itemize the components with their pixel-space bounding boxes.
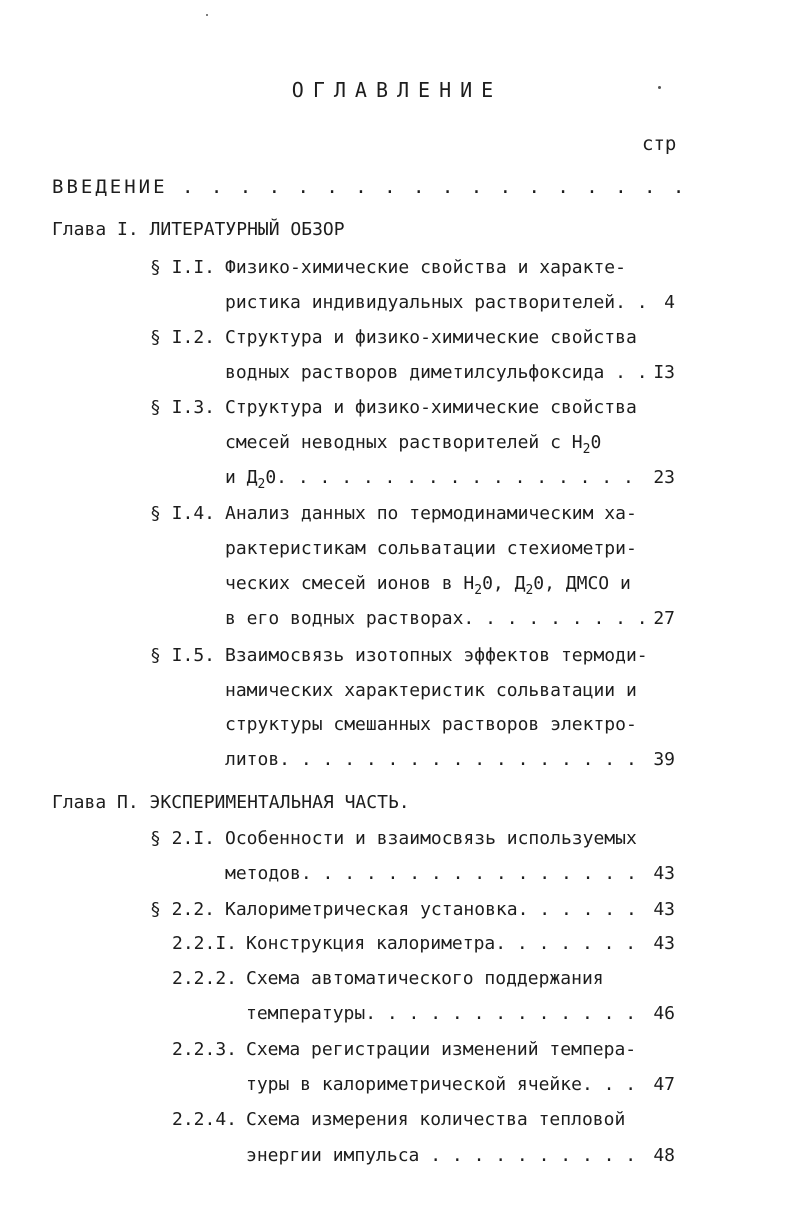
section-number: § 2.2. — [150, 899, 216, 920]
page-number: 46 — [653, 1003, 675, 1024]
page-number: 27 — [653, 608, 675, 629]
section-title-line: рактеристикам сольватации стехиометри- — [225, 538, 637, 559]
section-number: § 2.I. — [150, 828, 216, 849]
section-number: § I.4. — [150, 503, 216, 524]
section-title-line: структуры смешанных растворов электро- — [225, 714, 637, 735]
section-number: § I.2. — [150, 327, 216, 348]
section-number: § I.5. — [150, 645, 216, 666]
section-title-line: Калориметрическая установка. . . . . . — [225, 899, 637, 920]
subscript: 2 — [525, 583, 534, 598]
page-number: 47 — [653, 1074, 675, 1095]
section-title-line: ристика индивидуальных растворителей. . — [225, 292, 648, 313]
section-title-line — [225, 431, 601, 455]
section-number: § I.I. — [150, 257, 216, 278]
text-part: ческих смесей ионов в Н — [225, 573, 475, 594]
text-part: 0. . . . . . . . . . . . . . . . . — [265, 467, 634, 488]
page-number: 4 — [664, 292, 675, 313]
chapter-2-heading: Глава П. ЭКСПЕРИМЕНТАЛЬНАЯ ЧАСТЬ. — [52, 792, 410, 813]
section-title-line: Особенности и взаимосвязь используемых — [225, 828, 637, 849]
section-title-line: намических характеристик сольватации и — [225, 680, 637, 701]
intro-entry — [52, 175, 687, 199]
section-title-line: Взаимосвязь изотопных эффектов термоди- — [225, 645, 648, 666]
section-title-line: водных растворов диметилсульфоксида . . — [225, 362, 648, 383]
subsection-title-line: температуры. . . . . . . . . . . . . — [246, 1003, 637, 1024]
page-column-label: стр — [642, 133, 677, 155]
page-number: 43 — [653, 933, 675, 954]
section-title-line — [225, 572, 631, 596]
page-number: 23 — [653, 467, 675, 488]
section-title-line: Структура и физико-химические свойства — [225, 397, 637, 418]
subsection-title-line: энергии импульса . . . . . . . . . . — [246, 1145, 637, 1166]
section-title-line: методов. . . . . . . . . . . . . . . . — [225, 863, 637, 884]
page-number: 48 — [653, 1145, 675, 1166]
subscript: 2 — [582, 442, 591, 457]
text-part: 0 — [590, 432, 602, 453]
scan-speck — [206, 14, 208, 16]
subsection-title-line: Конструкция калориметра. . . . . . . — [246, 933, 637, 954]
chapter-1-heading: Глава I. ЛИТЕРАТУРНЫЙ ОБЗОР — [52, 219, 345, 240]
subsection-title-line: туры в калориметрической ячейке. . . — [246, 1074, 637, 1095]
page-title: ОГЛАВЛЕНИЕ — [291, 78, 503, 102]
section-title-line: Физико-химические свойства и характе- — [225, 257, 626, 278]
subscript: 2 — [257, 477, 266, 492]
subsection-title-line: Схема регистрации изменений темпера- — [246, 1039, 637, 1060]
subsection-title-line: Схема измерения количества тепловой — [246, 1109, 626, 1130]
section-number: § I.3. — [150, 397, 216, 418]
section-title-line: литов. . . . . . . . . . . . . . . . . — [225, 749, 637, 770]
subsection-number: 2.2.3. — [172, 1039, 238, 1060]
page-number: 43 — [653, 863, 675, 884]
subsection-number: 2.2.2. — [172, 968, 238, 989]
section-title-line: Структура и физико-химические свойства — [225, 327, 637, 348]
text-part: смесей неводных растворителей с Н — [225, 432, 583, 453]
subscript: 2 — [474, 583, 483, 598]
intro-leader-dots: . . . . . . . . . . . . . . . . . . — [167, 176, 688, 198]
section-title-line: в его водных растворах. . . . . . . . . — [225, 608, 648, 629]
text-part: 0, ДМСО и — [533, 573, 631, 594]
subsection-number: 2.2.4. — [172, 1109, 238, 1130]
section-title-line — [225, 466, 634, 490]
intro-label: ВВЕДЕНИЕ — [52, 176, 168, 198]
page-number: 43 — [653, 899, 675, 920]
page-number: I3 — [653, 362, 675, 383]
text-part: 0, Д — [482, 573, 526, 594]
section-title-line: Анализ данных по термодинамическим ха- — [225, 503, 637, 524]
page-number: 39 — [653, 749, 675, 770]
subsection-title-line: Схема автоматического поддержания — [246, 968, 604, 989]
text-part: и Д — [225, 467, 258, 488]
subsection-number: 2.2.I. — [172, 933, 238, 954]
